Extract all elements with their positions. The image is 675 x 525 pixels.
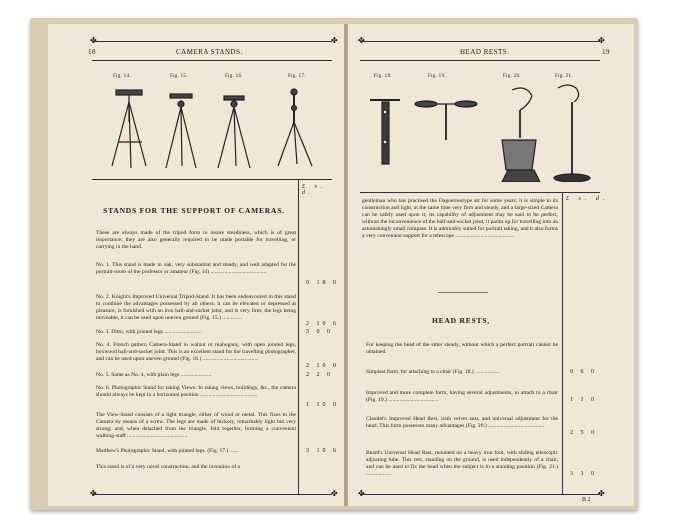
item-price: 2 2 0 [306,372,333,378]
catalogue-item: No. 5. Same as No. 4, with plain legs ...................... [96,372,212,378]
head-rest-fig20 [502,88,540,182]
catalogue-item: No. 4. French pattern Camera-Stand in walnut or mahogany, with open jointed legs, boxwood ball-and-socket joint. This is an excellent stand for the travelling photographer, and can be used upon uneven ground (Fig. 16.) ........................................ [96,342,296,362]
price-column-rule [562,192,563,494]
short-divider [438,292,488,293]
head-rule [360,60,600,61]
figure-label: Fig. 18. [374,74,392,79]
head-rest-fig21 [554,85,590,182]
item-price: 3 10 6 [306,448,339,454]
camera-stand-illustrations [98,82,338,172]
intro-paragraph: For keeping the head of the sitter steady, without which a perfect portrait cannot be obtained. [366,342,558,355]
item-price: 3 3 0 [570,471,597,477]
catalogue-item: Matthew's Photographic Stand, with jointed legs. (Fig. 17.) ...... [96,448,239,454]
running-head: HEAD RESTS. [460,48,510,56]
ornament-corner: ✤ [598,489,605,498]
catalogue-item: No. 3. Ditto, with jointed legs ........................... [96,329,202,335]
price-column-header: £ s. d. [302,184,327,196]
top-rule [92,41,332,42]
right-page [348,24,634,506]
catalogue-item: This stand is of a very novel construction, and the invention of a [96,464,241,470]
ornament-corner: ✤ [331,489,338,498]
catalogue-item: Claudet's Improved Head Rest, with velvet seat, and universal adjustment for the head. This form possesses many advantages (Fig. 20.) ........................................ [366,416,558,429]
item-price: 1 1 0 [570,397,597,403]
item-price: 2 5 0 [570,430,597,436]
figure-label: Fig. 20. [503,74,521,79]
catalogue-item: No. 1. This stand is made in oak, very substantial and steady, and well adapted for the portrait-room of the professor or amateur (Fig. 14) ........................................ [96,262,296,275]
page-number: 19 [602,48,610,56]
ornament-corner: ✤ [598,36,605,45]
figure-label: Fig. 17. [288,74,306,79]
printer-signature: B 2 [582,497,591,503]
running-head: CAMERA STANDS. [176,48,243,56]
intro-paragraph: These are always made of the tripod form to insure steadiness, which is of great importance; they are also generally required to be made portable for travelling, or carrying in the hand. [96,230,296,250]
catalogue-item: The View-Stand consists of a light triangle, either of wood or metal. This fixes to the Camera by means of a screw. The legs are made of hickory, remarkably light but very strong; and, when detached from the triangle, fold together, forming a convenient walking-staff ........................................... [96,412,296,439]
section-title: STANDS FOR THE SUPPORT OF CAMERAS. [103,206,285,215]
catalogue-item: No. 6. Photographic Stand for taking Views. In taking views, buildings, &c., the camera should always be kept in a horizontal position ......................................... [96,385,296,398]
figure-label: Fig. 19. [428,74,446,79]
figure-label: Fig. 21. [555,74,573,79]
tripod-fig16 [218,96,250,168]
item-price: 3 0 0 [306,329,333,335]
item-price: 2 10 0 [306,363,339,369]
figure-label: Fig. 16. [225,74,243,79]
head-rule [92,60,332,61]
ornament-corner: ✤ [358,489,365,498]
figure-label: Fig. 14. [113,74,131,79]
top-rule [360,41,600,42]
catalogue-item: Simplest form, for attaching to a chair (Fig. 18.) .................. [366,369,501,375]
continuation-paragraph: gentleman who has practised the Daguerreotype art for some years; it is simple in its construction and light, at the same time very firm and steady, and a large-sized Camera can be safely used upon it; its capability of adjustment may be said to be perfect, without the inconvenience of the ball-and-socket joint; it packs up for travelling into an astonishingly small compass. It is admirably suited for portrait taking, and it also forms a very convenient support for a telescope .......................................... [362,198,558,239]
head-rest-illustrations [362,82,612,182]
ornament-corner: ✤ [331,36,338,45]
price-column-rule [298,179,299,494]
bottom-rule [360,494,600,495]
catalogue-item: No. 2. Knight's Improved Universal Tripod-Stand. It has been endeavoured in this stand to combine the advantages possessed by all others; it can be elevated or depressed at pleasure, is furnished with an iron ball-and-socket joint, and is very firm; the legs being moveable, it can be used upon uneven ground (Fig. 15.) .............. [96,294,296,321]
open-book [30,18,638,510]
bottom-rule [92,494,332,495]
ornament-corner: ✤ [90,489,97,498]
tripod-fig15 [166,94,196,168]
ornament-corner: ✤ [90,36,97,45]
catalogue-item: Beard's Universal Head Rest, mounted on a heavy iron foot, with sliding telescopic adjusting tube. This rest, standing on the ground, is used independently of a chair, and can be used to fix the head when the subject is in a standing position (Fig. 21.) .................. [366,450,558,477]
item-price: 2 10 6 [306,321,339,327]
item-price: 0 6 0 [570,369,597,375]
section-title: HEAD RESTS, [432,316,490,325]
tripod-fig17 [278,89,312,166]
price-column-header: £ s. d. [566,196,609,202]
head-rest-fig19 [415,101,477,140]
item-price: 0 18 0 [306,280,339,286]
catalogue-item: Improved and more complete form, having several adjustments, to attach to a chair (Fig. 19.) .................................... [366,390,558,403]
ornament-corner: ✤ [358,36,365,45]
tripod-fig14 [112,90,146,168]
section-rule [92,179,332,180]
section-rule [360,192,600,193]
page-number: 18 [88,48,96,56]
left-page [48,24,344,506]
item-price: 1 10 0 [306,402,339,408]
figure-label: Fig. 15. [170,74,188,79]
head-rest-fig18 [370,100,400,164]
